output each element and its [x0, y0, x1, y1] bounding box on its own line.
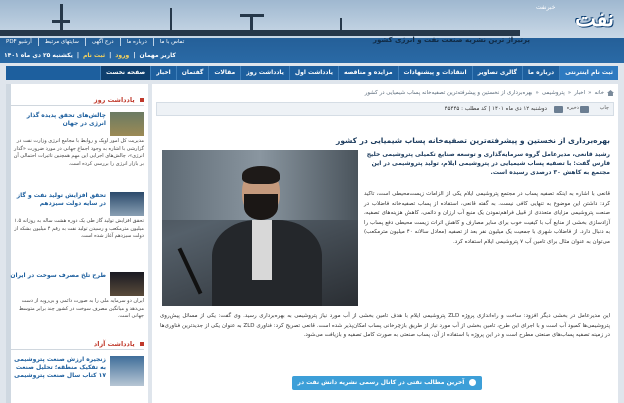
current-date: یکشنبه ۲۵ دی ماه ۱۴۰۱: [4, 52, 73, 59]
photo-microphone: [178, 247, 203, 294]
article-title: بهره‌برداری از نخستین و پیشرفته‌ترین تصفیه‌خانه پساب شیمیایی در کشور: [336, 136, 610, 145]
nav-gallery[interactable]: گالری تصاویر: [472, 66, 522, 80]
divider: [85, 38, 86, 46]
breadcrumb: [365, 88, 614, 98]
nav-home[interactable]: صفحه نخست: [100, 66, 150, 80]
divider: [38, 38, 39, 46]
breadcrumb-sep: «: [535, 90, 539, 96]
sidebar-card[interactable]: [10, 112, 144, 170]
card-title[interactable]: طرح تلخ مصرف سوخت در ایران: [10, 272, 106, 279]
card-description: مدیریت کل امور اوپک و روابط با مجامع انرژی وزارت نفت در گزارشی با اشاره به وجود اجماع جهانی در مورد ضرورت «گذار انرژی»، چالش‌های اجرایی این مهم همچنین تاثیرات احتمالی آن بر بازار انرژی را بررسی کرده است.: [13, 138, 144, 167]
breadcrumb-home[interactable]: خانه: [594, 90, 604, 96]
nav-news[interactable]: اخبار: [150, 66, 176, 80]
guest-user-label: کاربر مهمان: [139, 52, 176, 59]
breadcrumb-sep: «: [567, 90, 572, 96]
print-label[interactable]: چاپ: [599, 105, 609, 111]
login-link[interactable]: ورود: [115, 52, 130, 59]
email-icon[interactable]: [580, 106, 589, 113]
related-sites-link[interactable]: سایتهای مرتبط: [44, 39, 79, 45]
about-link[interactable]: درباره ما: [126, 39, 147, 45]
article-photo: [162, 150, 358, 306]
print-icon[interactable]: [554, 106, 563, 113]
article-toolbar: [156, 102, 614, 116]
sidebar-card[interactable]: [10, 356, 144, 400]
breadcrumb-news[interactable]: اخبار: [574, 90, 586, 96]
telegram-label: آخرین مطالب نفتی در کانال رسمی نشریه دانش نفت در تلگرام: [297, 379, 465, 400]
article-panel: [152, 84, 618, 403]
card-thumbnail: [110, 192, 144, 216]
card-title[interactable]: زنجیره ارزش صنعت پتروشیمی به تفکیک منطقه؛ تحلیل صنعت ۱۷ کتاب سال صنعت پتروشیمی: [14, 356, 106, 379]
oil-rig-silhouette: [52, 20, 70, 23]
article-body-continued: این مدیرعامل در بخشی دیگر افزود: ساخت و راه‌اندازی پروژه ZLD پتروشیمی ایلام با هدف تامین بخشی از آب مورد نیاز پتروشیمی به بهره‌برداری رسید. وی گفت: یکی از مسائل پیش‌روی پتروشیمی‌ها کمبود آب است و با اجرای این طرح، تامین بخشی از آب مورد نیاز از طریق بازچرخانی پساب امکان‌پذیر شده است. قانعی تصریح کرد: فناوری ZLD به عنوان یکی از جدیدترین فناوری‌ها در زمینه تصفیه پساب‌های صنعتی مطرح است و در این پروژه با استفاده از آن، پساب صنعتی به صورت کامل تصفیه و بازیافت می‌شود.: [160, 313, 610, 339]
user-info-bar: [4, 50, 176, 61]
sidebar-card[interactable]: [10, 192, 144, 244]
nav-daily-note[interactable]: یادداشت روز: [240, 66, 289, 80]
sidebar-heading-free: [10, 340, 144, 350]
photo-person-hair: [242, 166, 280, 184]
nav-internet-signup[interactable]: ثبت نام اینترنتی: [559, 66, 618, 80]
divider: [120, 38, 121, 46]
card-description: تحقق افزایش تولید گاز طی یک دوره هشت ساله به روزانه ۱.۵ میلیون مترمکعب و رسیدن تولید نفت به رقم ۴ میلیون بشکه از دولت سیزدهم آغاز شده است.: [14, 218, 144, 239]
article-lead: رشید قانعی، مدیرعامل گروه سرمایه‌گذاری و توسعه صنایع تکمیلی پتروشیمی خلیج فارس گفت: با تصفیه پساب شیمیایی در پتروشیمی ایلام، تولید پتروشیمی در این مجتمع به کاهش ۳۰ درصدی رسیده است.: [366, 151, 610, 176]
nav-tenders[interactable]: مزایده و مناقصه: [338, 66, 398, 80]
nav-first-note[interactable]: یادداشت اول: [289, 66, 338, 80]
sidebar: [6, 84, 148, 403]
divider: |: [133, 52, 136, 59]
advertise-link[interactable]: درج آگهی: [91, 39, 114, 45]
nav-articles[interactable]: مقالات: [208, 66, 240, 80]
bullet-icon: [140, 342, 144, 346]
save-label[interactable]: ذخیره: [566, 105, 579, 111]
photo-person-shirt: [252, 220, 272, 280]
divider: [153, 38, 154, 46]
card-thumbnail: [110, 356, 144, 386]
site-header: [0, 0, 624, 63]
logo-subtext: خبرنفت: [536, 4, 556, 11]
sidebar-heading-text: یادداشت آزاد: [93, 340, 135, 348]
register-link[interactable]: ثبت نام: [83, 52, 106, 59]
breadcrumb-sep: «: [588, 90, 592, 96]
pdf-archive-link[interactable]: آرشیو PDF: [6, 39, 32, 45]
main-nav: [6, 66, 618, 80]
article-meta: دوشنبه ۱۲ دی ماه ۱۴۰۱ | کد مطلب : ۴۵۴۴۵: [444, 106, 547, 112]
contact-link[interactable]: تماس با ما: [159, 39, 185, 45]
card-title[interactable]: چالش‌های تحقق پدیده گذار انرژی در جهان: [26, 112, 106, 127]
home-icon[interactable]: [607, 90, 614, 96]
nav-discourse[interactable]: گفتمان: [176, 66, 209, 80]
photo-person-beard: [244, 194, 278, 220]
nav-feedback[interactable]: انتقادات و پیشنهادات: [398, 66, 472, 80]
sidebar-card[interactable]: [10, 272, 144, 324]
divider: |: [76, 52, 80, 59]
top-links: [6, 36, 184, 48]
card-title[interactable]: تحقق افزایش تولید نفت و گاز در سایه دولت سیزدهم: [16, 192, 106, 207]
logo-text: نفت: [575, 6, 614, 32]
article-body: قانعی با اشاره به اینکه تصفیه پساب در مجتمع پتروشیمی ایلام یکی از الزامات زیست‌محیطی است، تاکید کرد: داشتن این موضوع به تنهایی کافی نیست. به گفته قانعی، استفاده از پساب تصفیه‌خانه فاضلاب در صنعت پتروشیمی مزایای متعددی از قبیل فراهم‌نمودن یک منبع آب ارزان و دائمی، کاهش هزینه‌های تصفیه، آزادسازی بخشی از منابع آب با کیفیت خوب برای سایر مصارف و کاهش اثرات زیست محیطی دفع پساب را به دنبال دارد. از فاضلاب شهری با جمعیت یک میلیون نفر بعد از تصفیه (معادل سالانه ۴۰ میلیون مترمکعب) می‌توان به عنوان مثال برای تامین آب ۷ پتروشیمی ایلام استفاده کرد.: [364, 191, 610, 245]
bullet-icon: [140, 98, 144, 102]
divider: |: [109, 52, 112, 59]
card-thumbnail: [110, 272, 144, 296]
card-description: ایران دو سرمایه ملی را به صورت دائمی و بی‌رویه از دست می‌دهد و میانگین مصرف سوخت در کشور چند برابر متوسط جهانی است.: [18, 298, 144, 319]
card-thumbnail: [110, 112, 144, 136]
site-logo[interactable]: [536, 4, 616, 36]
sidebar-heading-daily: [10, 96, 144, 106]
breadcrumb-category[interactable]: پتروشیمی: [541, 90, 565, 96]
telegram-channel-button[interactable]: [292, 376, 482, 400]
site-tagline: پرتیراژ ترین نشریه صنعت نفت و انرژی کشور: [372, 36, 530, 44]
telegram-icon: [469, 379, 476, 386]
nav-about[interactable]: درباره ما: [522, 66, 559, 80]
breadcrumb-current: بهره‌برداری از نخستین و پیشرفته‌ترین تصفیه‌خانه پساب شیمیایی در کشور: [364, 90, 533, 96]
sidebar-heading-text: یادداشت روز: [93, 96, 135, 104]
